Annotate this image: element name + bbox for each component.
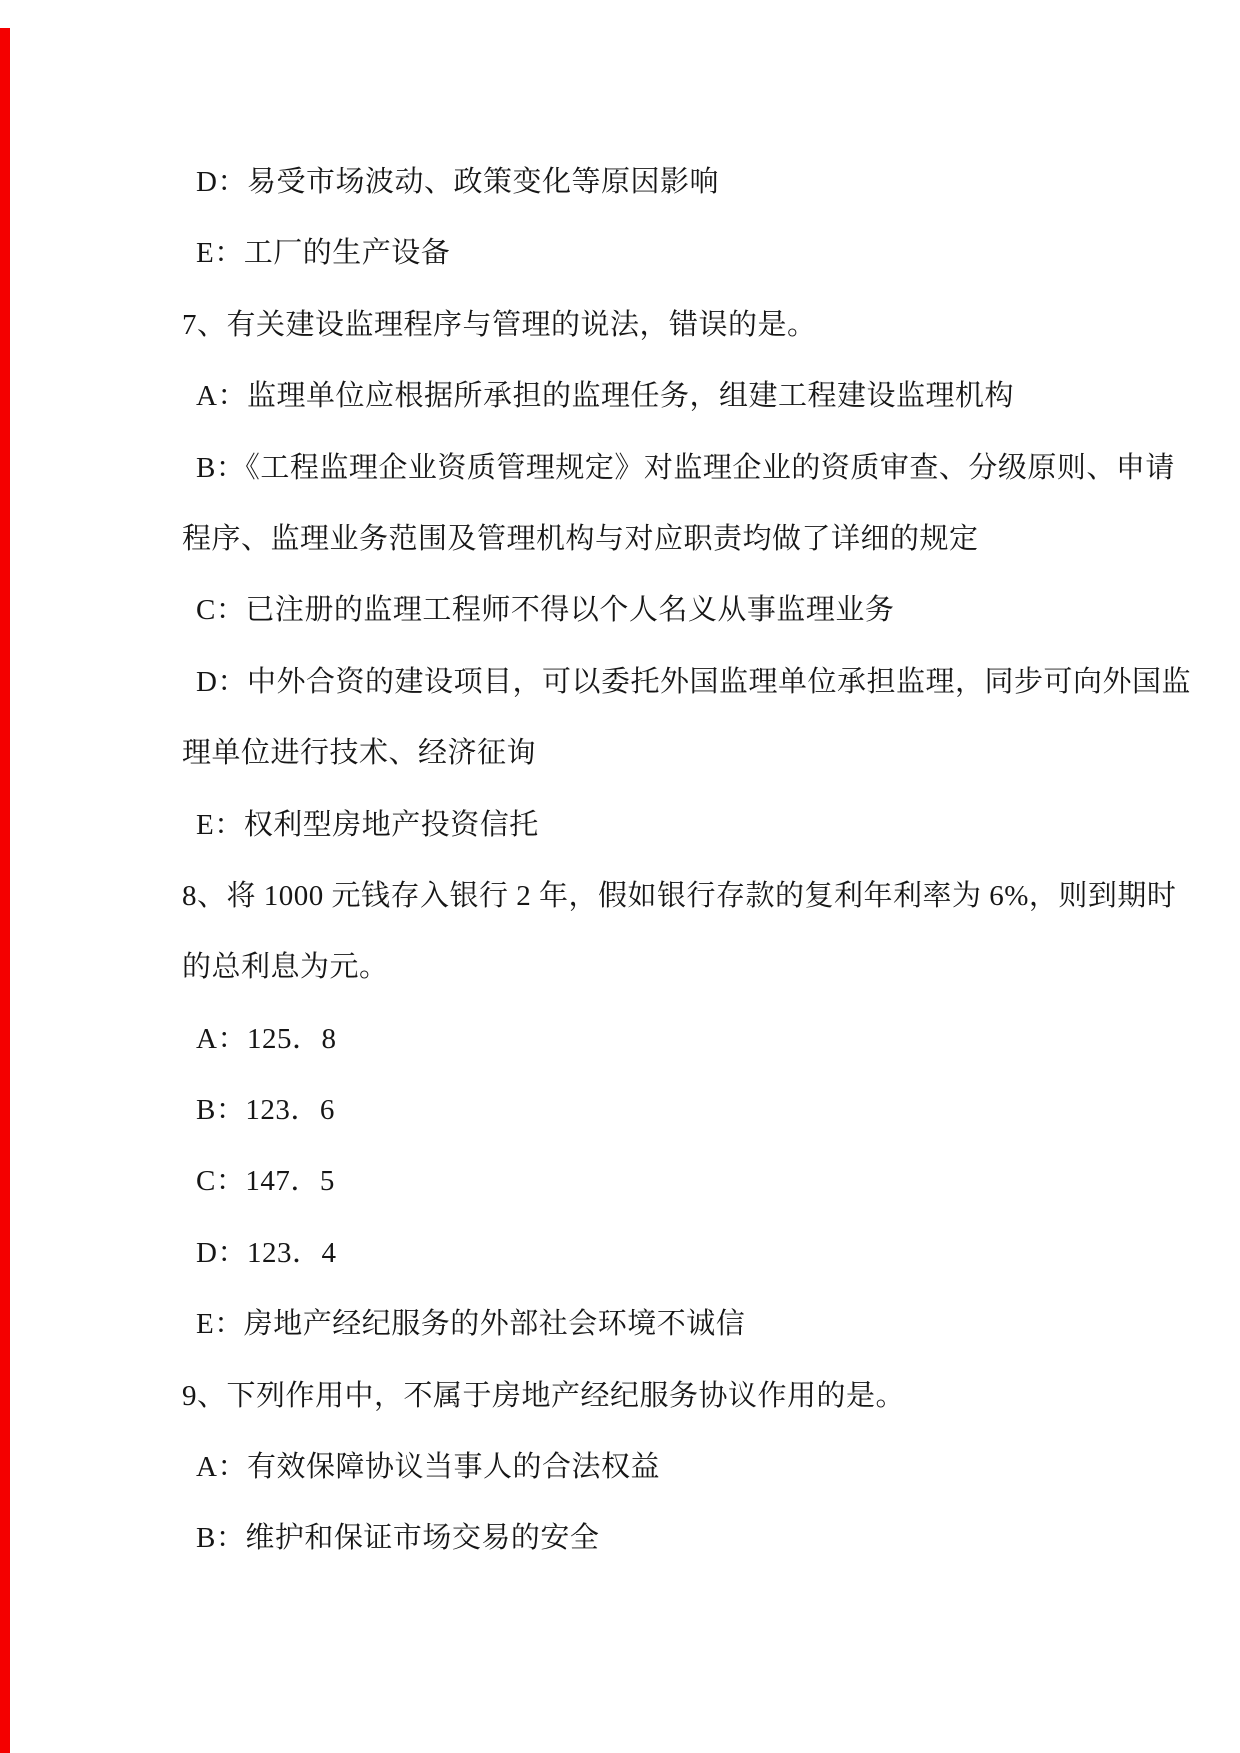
- question-line: 8、将 1000 元钱存入银行 2 年，假如银行存款的复利年利率为 6%，则到期时: [182, 879, 1177, 912]
- option-line: B：123．6: [196, 1094, 335, 1127]
- option-line: E：房地产经纪服务的外部社会环境不诚信: [196, 1308, 746, 1341]
- option-line: D：易受市场波动、政策变化等原因影响: [196, 166, 719, 198]
- option-line: D：中外合资的建设项目，可以委托外国监理单位承担监理，同步可向外国监: [196, 665, 1191, 698]
- option-line: C：147．5: [196, 1165, 335, 1198]
- option-line: C：已注册的监理工程师不得以个人名义从事监理业务: [196, 594, 895, 627]
- option-line: A：125．8: [196, 1022, 337, 1055]
- continuation-line: 程序、监理业务范围及管理机构与对应职责均做了详细的规定: [182, 522, 979, 555]
- question-line: 9、下列作用中，不属于房地产经纪服务协议作用的是。: [182, 1379, 906, 1412]
- document-page: [0, 147, 1240, 1575]
- question-line: 7、有关建设监理程序与管理的说法，错误的是。: [182, 308, 817, 341]
- option-line: E：权利型房地产投资信托: [196, 808, 539, 841]
- option-line: B：《工程监理企业资质管理规定》对监理企业的资质审查、分级原则、申请: [196, 451, 1175, 484]
- option-line: E：工厂的生产设备: [196, 237, 451, 270]
- option-line: A：监理单位应根据所承担的监理任务，组建工程建设监理机构: [196, 380, 1014, 413]
- option-line: A：有效保障协议当事人的合法权益: [196, 1451, 660, 1484]
- continuation-line: 的总利息为元。: [182, 951, 389, 984]
- option-line: B：维护和保证市场交易的安全: [196, 1522, 600, 1555]
- option-line: D：123．4: [196, 1236, 337, 1269]
- continuation-line: 理单位进行技术、经济征询: [182, 737, 537, 770]
